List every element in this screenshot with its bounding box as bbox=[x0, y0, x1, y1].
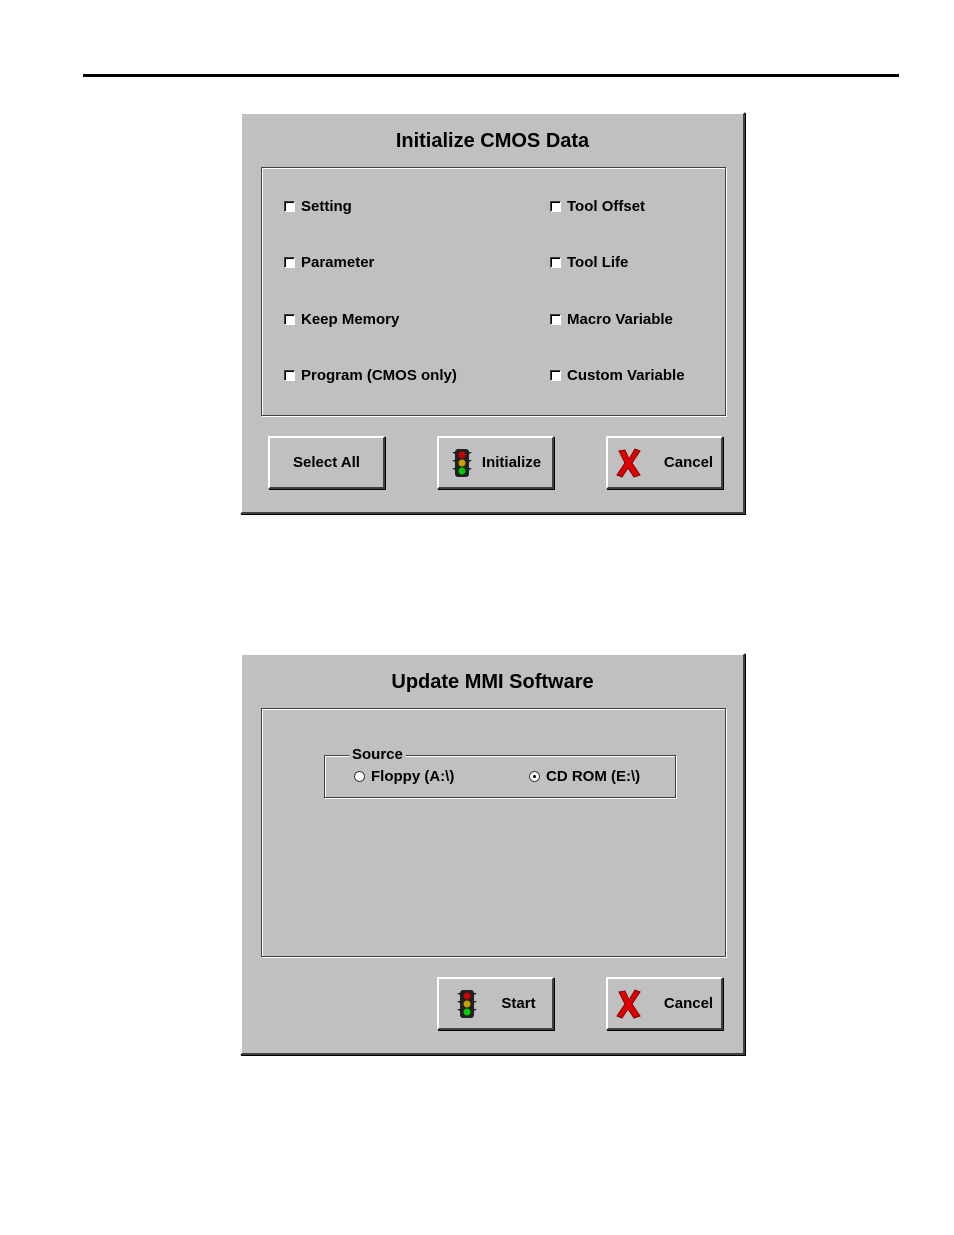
checkbox-setting[interactable] bbox=[284, 198, 352, 215]
checkbox-box[interactable] bbox=[550, 201, 561, 212]
checkbox-label: Macro Variable bbox=[567, 311, 673, 328]
radio-label: Floppy (A:\) bbox=[371, 768, 455, 785]
checkbox-macro-variable[interactable] bbox=[550, 311, 673, 328]
select-all-button[interactable] bbox=[268, 436, 385, 489]
checkbox-keep-memory[interactable] bbox=[284, 311, 399, 328]
checkbox-label: Tool Life bbox=[567, 254, 629, 271]
initialize-button[interactable] bbox=[437, 436, 554, 489]
radio-button[interactable] bbox=[529, 771, 540, 782]
cancel-button[interactable] bbox=[606, 977, 723, 1030]
options-panel bbox=[261, 167, 726, 416]
red-x-icon bbox=[616, 448, 642, 478]
traffic-light-icon bbox=[450, 447, 474, 479]
checkbox-box[interactable] bbox=[550, 370, 561, 381]
start-button[interactable] bbox=[437, 977, 554, 1030]
checkbox-label: Parameter bbox=[301, 254, 375, 271]
button-label: Start bbox=[501, 995, 536, 1012]
checkbox-custom-variable[interactable] bbox=[550, 367, 685, 384]
checkbox-box[interactable] bbox=[284, 370, 295, 381]
checkbox-label: Program (CMOS only) bbox=[301, 367, 457, 384]
cancel-button[interactable] bbox=[606, 436, 723, 489]
button-label: Cancel bbox=[663, 995, 714, 1012]
checkbox-program-cmos-only[interactable] bbox=[284, 367, 457, 384]
dialog-title: Update MMI Software bbox=[391, 671, 594, 693]
radio-cd-rom[interactable] bbox=[529, 768, 640, 785]
checkbox-label: Keep Memory bbox=[301, 311, 400, 328]
source-groupbox bbox=[324, 746, 676, 798]
checkbox-box[interactable] bbox=[550, 314, 561, 325]
traffic-light-icon bbox=[455, 988, 479, 1020]
button-label: Cancel bbox=[663, 454, 714, 471]
button-label: Select All bbox=[293, 454, 360, 471]
dialog-title: Initialize CMOS Data bbox=[395, 130, 590, 152]
initialize-cmos-dialog bbox=[240, 112, 745, 514]
checkbox-box[interactable] bbox=[284, 314, 295, 325]
checkbox-tool-offset[interactable] bbox=[550, 198, 645, 215]
checkbox-parameter[interactable] bbox=[284, 254, 374, 271]
checkbox-label: Custom Variable bbox=[567, 367, 685, 384]
checkbox-box[interactable] bbox=[284, 257, 295, 268]
red-x-icon bbox=[616, 989, 642, 1019]
radio-label: CD ROM (E:\) bbox=[546, 768, 641, 785]
button-label: Initialize bbox=[481, 454, 542, 471]
page-header-rule bbox=[83, 74, 899, 77]
checkbox-label: Setting bbox=[301, 198, 352, 215]
groupbox-legend: Source bbox=[349, 746, 406, 763]
source-panel bbox=[261, 708, 726, 957]
radio-button[interactable] bbox=[354, 771, 365, 782]
checkbox-box[interactable] bbox=[550, 257, 561, 268]
update-mmi-software-dialog bbox=[240, 653, 745, 1055]
radio-floppy[interactable] bbox=[354, 768, 454, 785]
checkbox-label: Tool Offset bbox=[567, 198, 646, 215]
checkbox-tool-life[interactable] bbox=[550, 254, 628, 271]
checkbox-box[interactable] bbox=[284, 201, 295, 212]
